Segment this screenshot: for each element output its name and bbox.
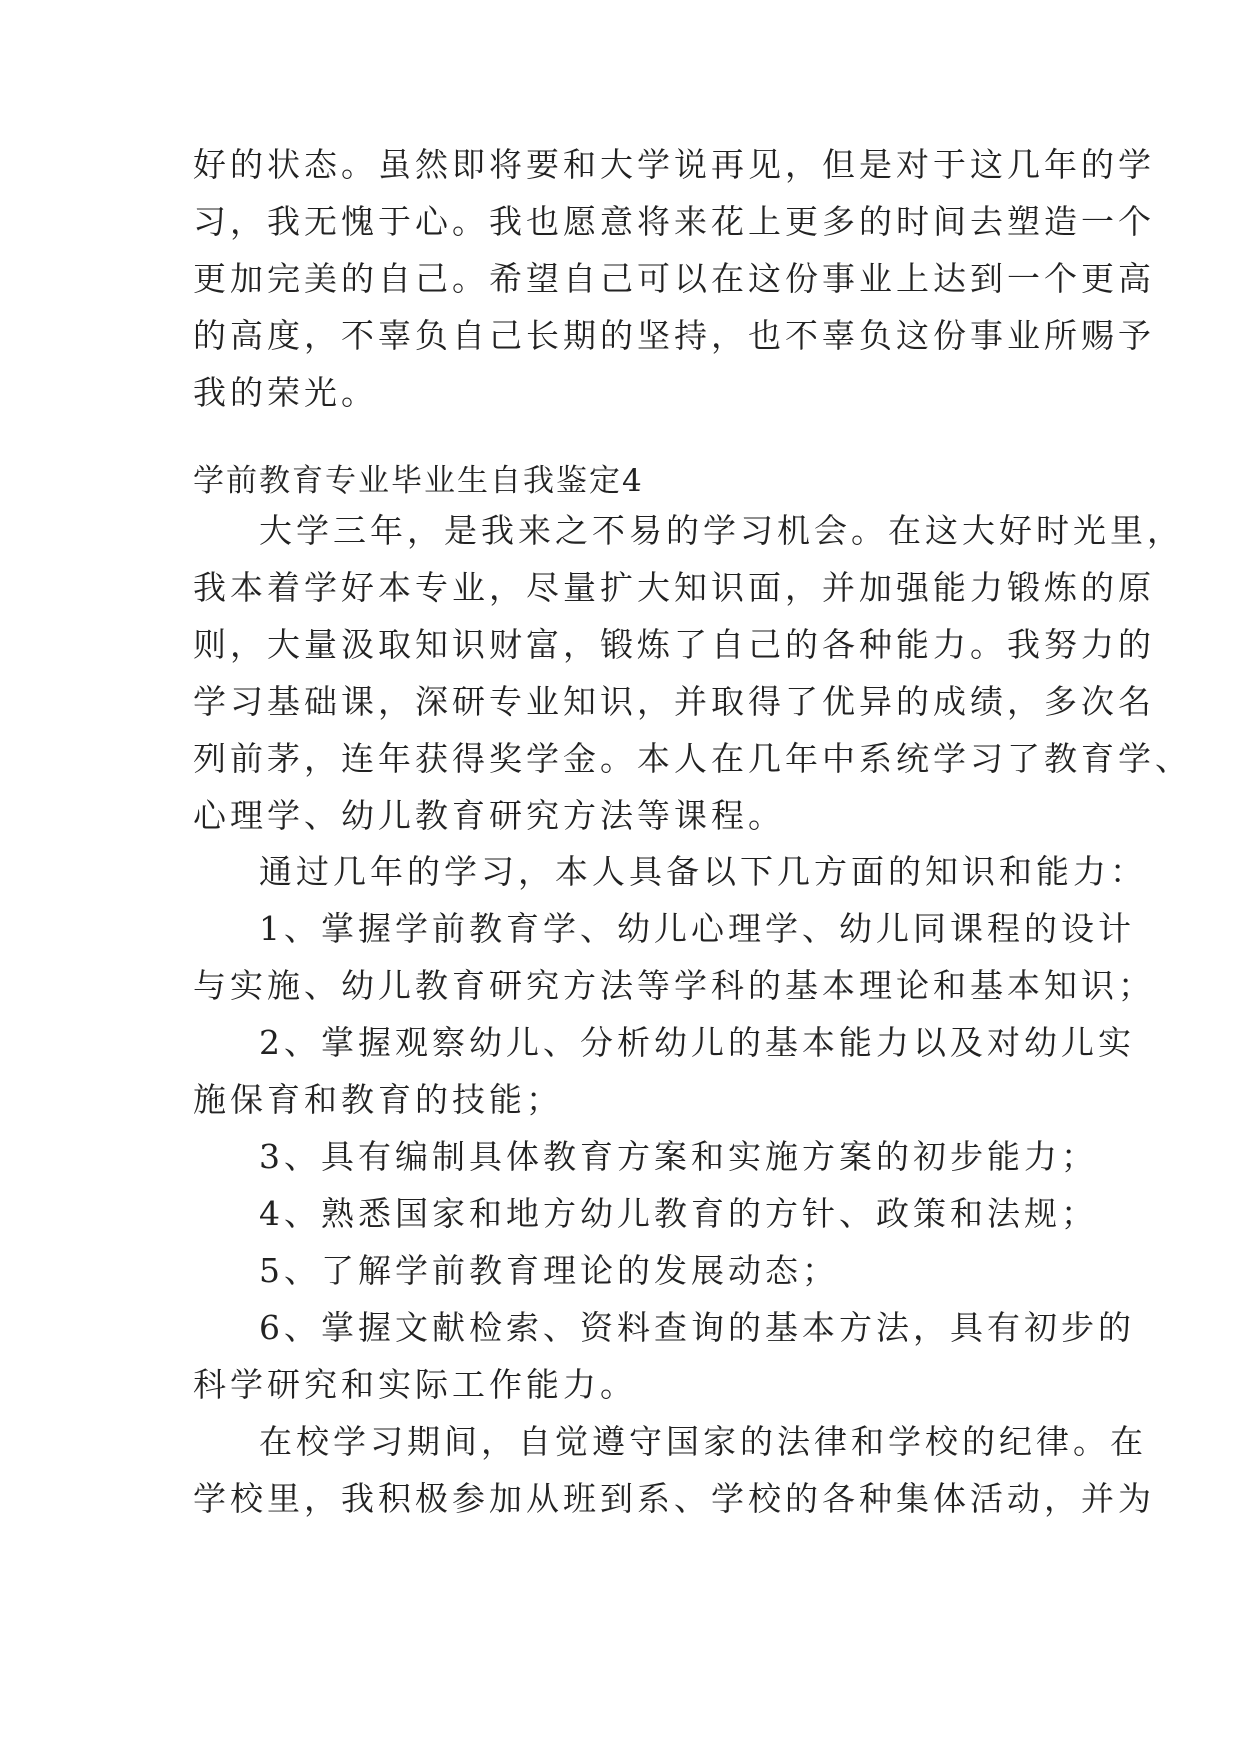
section-heading: 学前教育专业毕业生自我鉴定4	[193, 463, 644, 499]
paragraph-intro	[193, 502, 1192, 844]
list-item-1	[193, 900, 1155, 1014]
text-line: 4、熟悉国家和地方幼儿教育的方针、政策和法规；	[259, 1194, 1098, 1233]
text-line: 施保育和教育的技能；	[193, 1080, 563, 1119]
text-line: 科学研究和实际工作能力。	[193, 1365, 637, 1404]
list-item-6	[193, 1299, 1135, 1413]
paragraph-top	[193, 136, 1155, 421]
paragraph-abilities-intro	[193, 843, 1147, 900]
text-line: 在校学习期间，自觉遵守国家的法律和学校的纪律。在	[259, 1422, 1147, 1461]
text-line: 好的状态。虽然即将要和大学说再见，但是对于这几年的学	[193, 145, 1155, 184]
text-line: 更加完美的自己。希望自己可以在这份事业上达到一个更高	[193, 259, 1155, 298]
text-line: 5、了解学前教育理论的发展动态；	[259, 1251, 839, 1290]
text-line: 3、具有编制具体教育方案和实施方案的初步能力；	[259, 1137, 1098, 1176]
list-item-3	[193, 1128, 1098, 1185]
text-line: 2、掌握观察幼儿、分析幼儿的基本能力以及对幼儿实	[259, 1023, 1135, 1062]
text-line: 大学三年，是我来之不易的学习机会。在这大好时光里，	[259, 511, 1184, 550]
text-line: 则，大量汲取知识财富，锻炼了自己的各种能力。我努力的	[193, 625, 1155, 664]
list-item-2	[193, 1014, 1135, 1128]
text-line: 列前茅，连年获得奖学金。本人在几年中系统学习了教育学、	[193, 739, 1192, 778]
paragraph-school	[193, 1413, 1155, 1527]
text-line: 我的荣光。	[193, 373, 378, 412]
list-item-4	[193, 1185, 1098, 1242]
text-line: 6、掌握文献检索、资料查询的基本方法，具有初步的	[259, 1308, 1135, 1347]
text-line: 通过几年的学习，本人具备以下几方面的知识和能力：	[259, 852, 1147, 891]
list-item-5	[193, 1242, 1053, 1299]
text-line: 学习基础课，深研专业知识，并取得了优异的成绩，多次名	[193, 682, 1155, 721]
text-line: 1、掌握学前教育学、幼儿心理学、幼儿同课程的设计	[259, 909, 1135, 948]
text-line: 我本着学好本专业，尽量扩大知识面，并加强能力锻炼的原	[193, 568, 1155, 607]
text-line: 习，我无愧于心。我也愿意将来花上更多的时间去塑造一个	[193, 202, 1155, 241]
text-line: 与实施、幼儿教育研究方法等学科的基本理论和基本知识；	[193, 966, 1155, 1005]
text-line: 的高度，不辜负自己长期的坚持，也不辜负这份事业所赐予	[193, 316, 1155, 355]
text-line: 心理学、幼儿教育研究方法等课程。	[193, 796, 785, 835]
text-line: 学校里，我积极参加从班到系、学校的各种集体活动，并为	[193, 1479, 1155, 1518]
